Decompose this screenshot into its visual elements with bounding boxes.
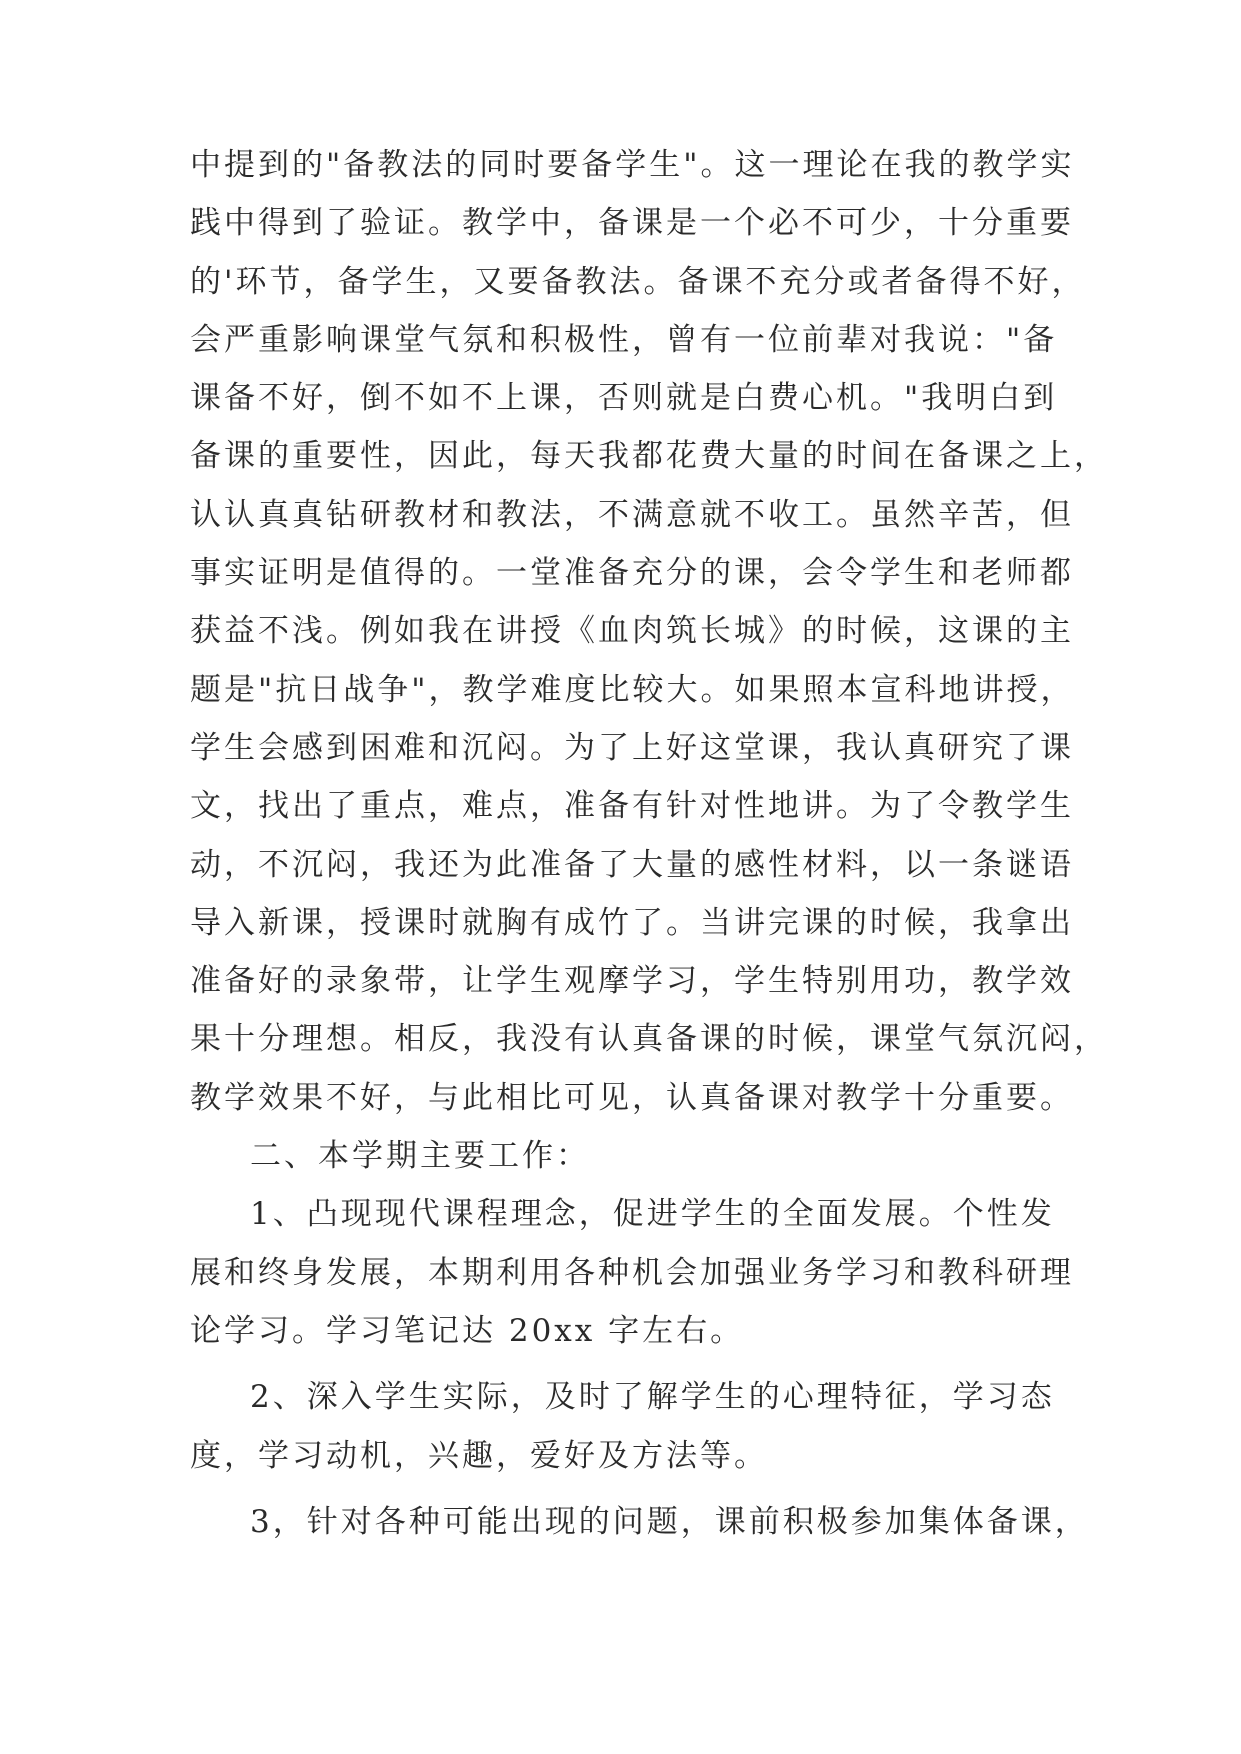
list-item-1-line: 1、凸现现代课程理念，促进学生的全面发展。个性发 (250, 1196, 1055, 1233)
paragraph-line: 事实证明是值得的。一堂准备充分的课，会令学生和老师都 (190, 555, 1074, 592)
list-item-1-line: 论学习。学习笔记达 20xx 字左右。 (190, 1312, 745, 1349)
paragraph-gap (190, 1485, 1070, 1493)
paragraph-line: 文，找出了重点，难点，准备有针对性地讲。为了令教学生 (190, 788, 1074, 825)
list-item-2-line: 度，学习动机，兴趣，爱好及方法等。 (190, 1437, 768, 1474)
paragraph-line: 会严重影响课堂气氛和积极性，曾有一位前辈对我说："备 (190, 321, 1058, 358)
list-item-2-line: 2、深入学生实际，及时了解学生的心理特征，学习态 (250, 1379, 1055, 1416)
paragraph-gap (190, 1360, 1070, 1368)
paragraph-line: 教学效果不好，与此相比可见，认真备课对教学十分重要。 (190, 1079, 1074, 1116)
paragraph-line: 学生会感到困难和沉闷。为了上好这堂课，我认真研究了课 (190, 729, 1074, 766)
paragraph-line: 动，不沉闷，我还为此准备了大量的感性材料，以一条谜语 (190, 846, 1074, 883)
document-body (190, 136, 1108, 1551)
paragraph-line: 获益不浅。例如我在讲授《血肉筑长城》的时候，这课的主 (190, 613, 1074, 650)
paragraph-line: 践中得到了验证。教学中，备课是一个必不可少，十分重要 (190, 205, 1074, 242)
paragraph-line: 导入新课，授课时就胸有成竹了。当讲完课的时候，我拿出 (190, 904, 1074, 941)
section-heading: 二、本学期主要工作： (250, 1138, 590, 1175)
paragraph-line: 课备不好，倒不如不上课，否则就是白费心机。"我明白到 (190, 380, 1058, 417)
paragraph-line: 准备好的录象带，让学生观摩学习，学生特别用功，教学效 (190, 963, 1074, 1000)
paragraph-line: 的'环节，备学生，又要备教法。备课不充分或者备得不好， (190, 263, 1086, 300)
paragraph-line: 认认真真钻研教材和教法，不满意就不收工。虽然辛苦，但 (190, 496, 1074, 533)
paragraph-line: 果十分理想。相反，我没有认真备课的时候，课堂气氛沉闷， (190, 1021, 1108, 1058)
list-item-1-line: 展和终身发展，本期利用各种机会加强业务学习和教科研理 (190, 1254, 1074, 1291)
list-item-3-line: 3，针对各种可能出现的问题，课前积极参加集体备课， (250, 1503, 1089, 1540)
paragraph-line: 中提到的"备教法的同时要备学生"。这一理论在我的教学实 (190, 147, 1075, 183)
paragraph-line: 题是"抗日战争"，教学难度比较大。如果照本宣科地讲授， (190, 671, 1075, 708)
paragraph-line: 备课的重要性，因此，每天我都花费大量的时间在备课之上， (190, 438, 1108, 475)
